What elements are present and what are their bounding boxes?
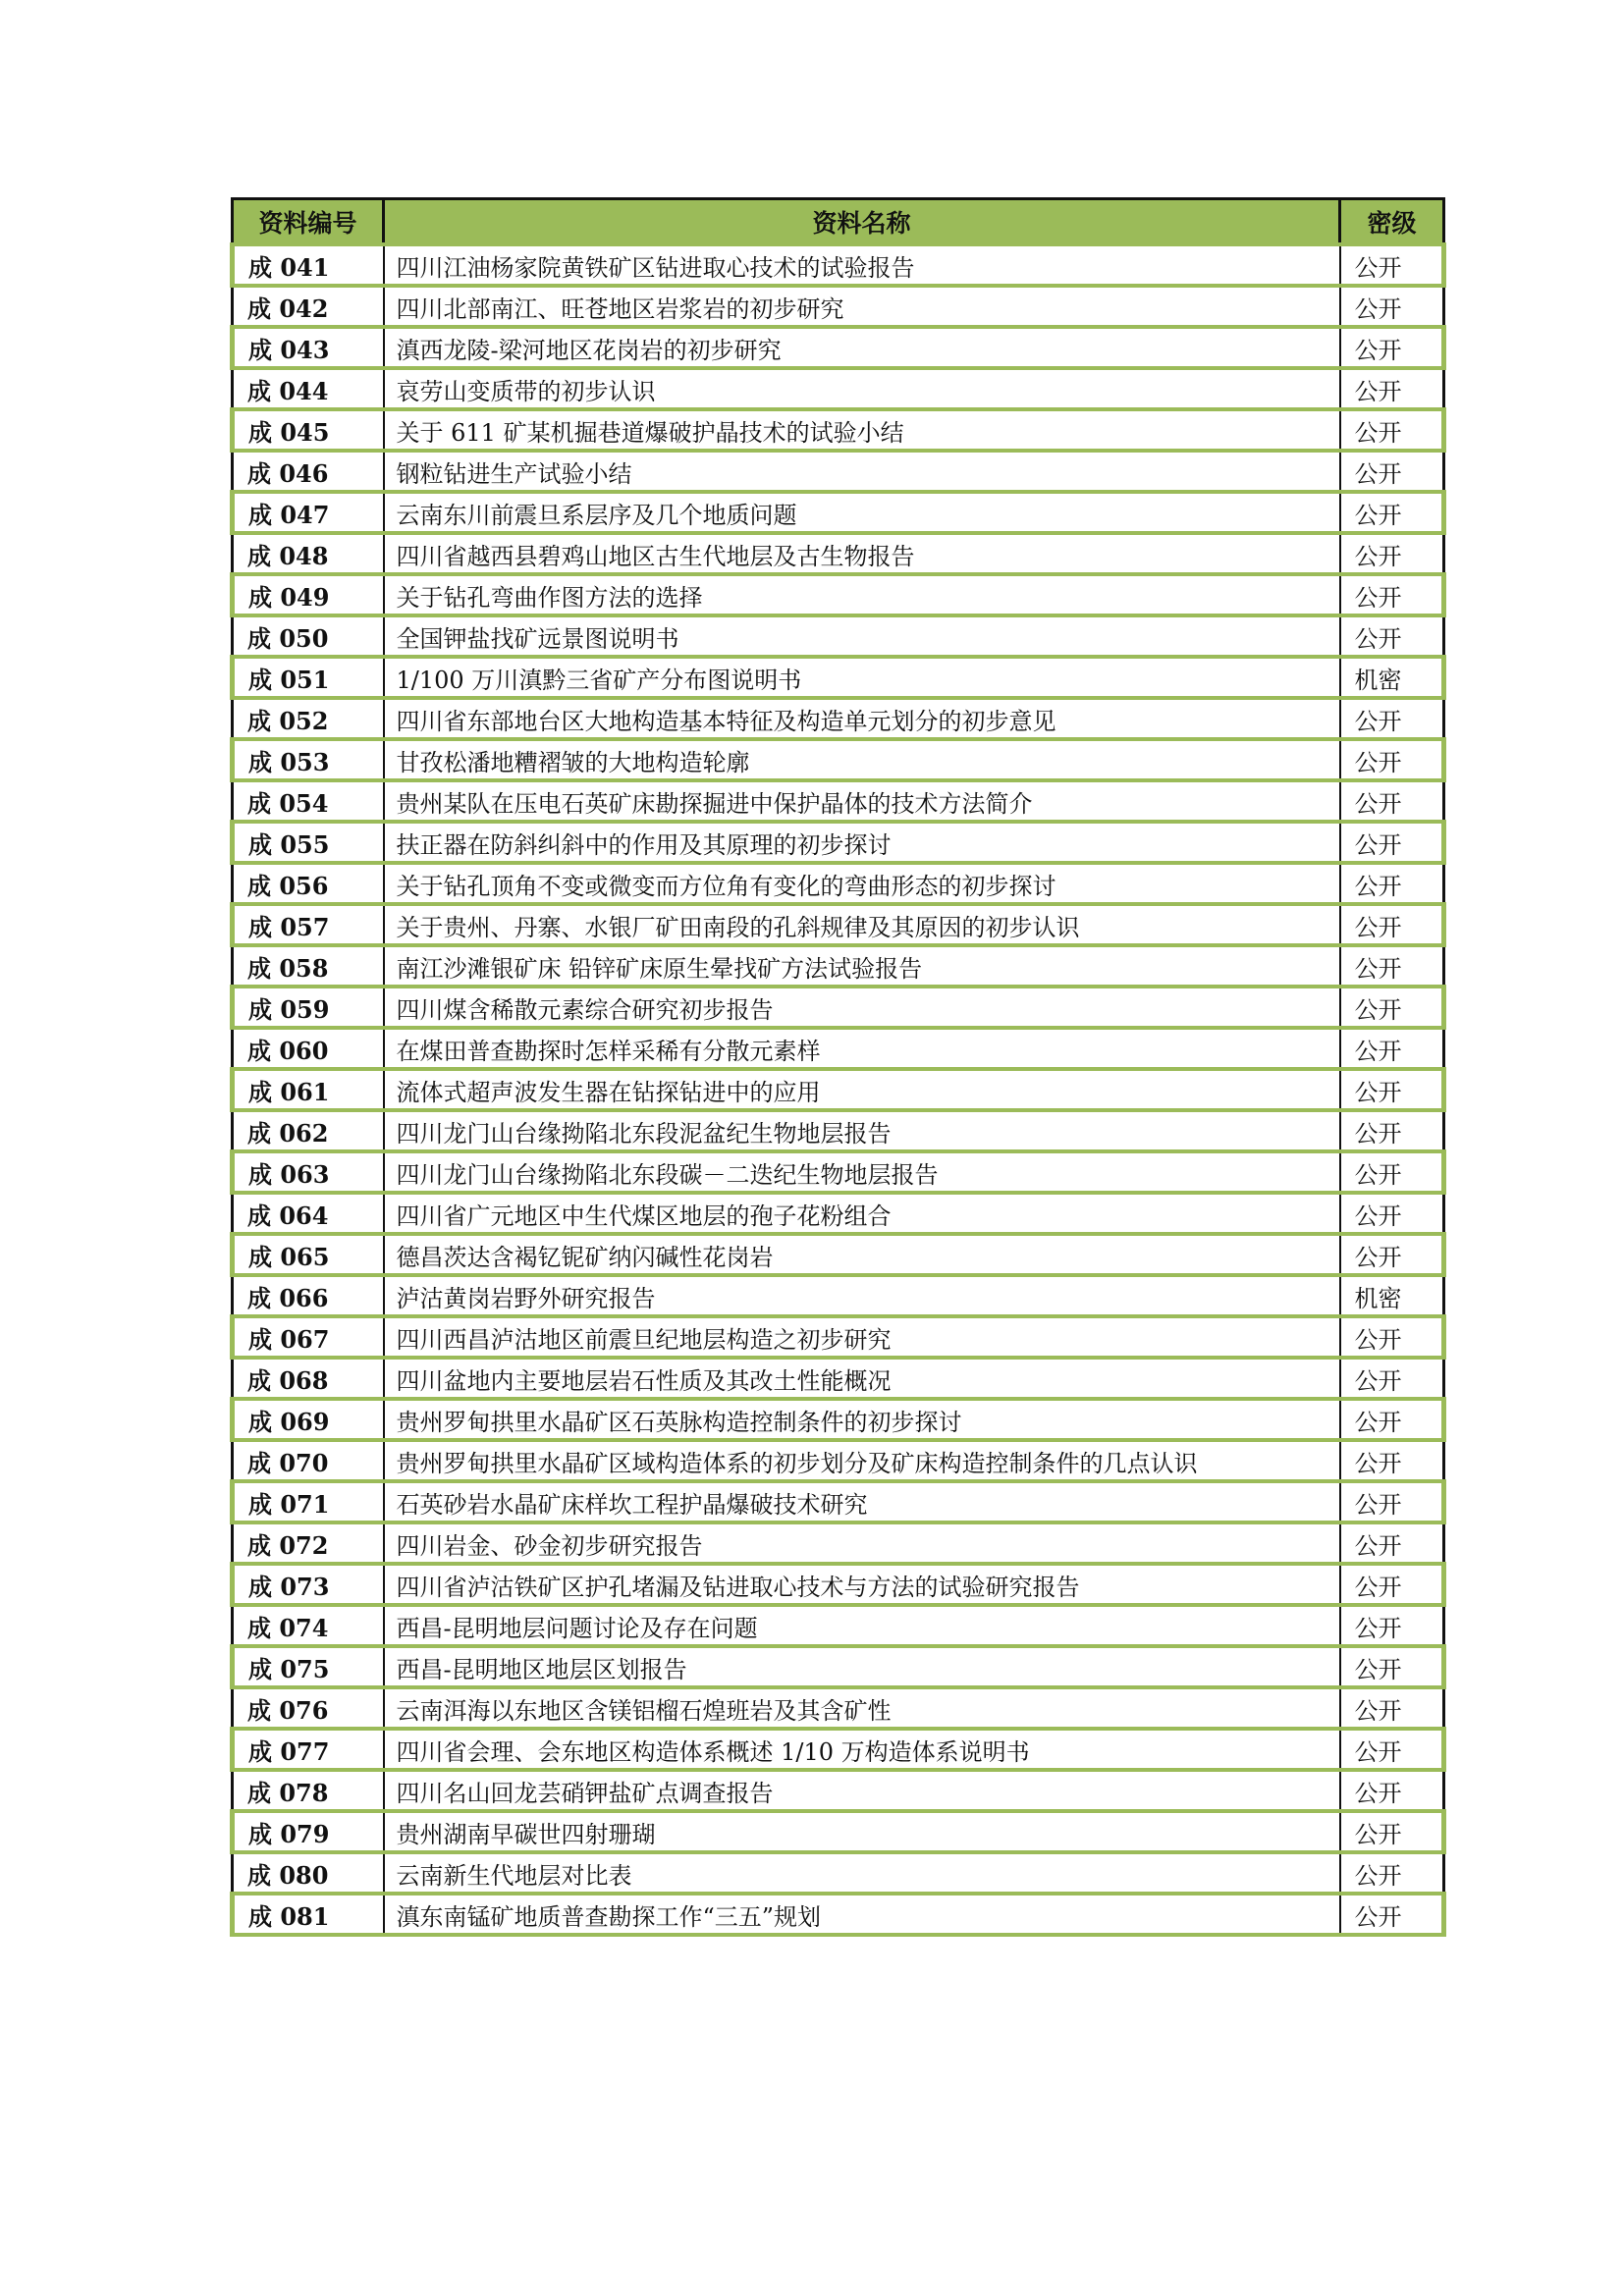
cell-name: 贵州罗甸拱里水晶矿区域构造体系的初步划分及矿床构造控制条件的几点认识 xyxy=(384,1440,1340,1481)
cell-name: 四川岩金、砂金初步研究报告 xyxy=(384,1522,1340,1564)
table-row xyxy=(233,1811,1444,1852)
cell-name: 全国钾盐找矿远景图说明书 xyxy=(384,615,1340,657)
cell-code: 成 042 xyxy=(233,286,384,327)
table-row xyxy=(233,945,1444,987)
header-level: 密级 xyxy=(1340,199,1444,245)
cell-code: 成 074 xyxy=(233,1605,384,1646)
cell-code: 成 070 xyxy=(233,1440,384,1481)
cell-code: 成 077 xyxy=(233,1729,384,1770)
cell-name: 四川名山回龙芸硝钾盐矿点调查报告 xyxy=(384,1770,1340,1811)
cell-name: 在煤田普查勘探时怎样采稀有分散元素样 xyxy=(384,1028,1340,1069)
cell-level: 公开 xyxy=(1340,822,1444,863)
cell-level: 公开 xyxy=(1340,1028,1444,1069)
table-row xyxy=(233,780,1444,822)
cell-level: 公开 xyxy=(1340,739,1444,780)
cell-level: 公开 xyxy=(1340,1069,1444,1110)
cell-code: 成 078 xyxy=(233,1770,384,1811)
cell-level: 公开 xyxy=(1340,1358,1444,1399)
cell-code: 成 043 xyxy=(233,327,384,368)
table-row xyxy=(233,1646,1444,1687)
cell-code: 成 047 xyxy=(233,492,384,533)
cell-name: 1/100 万川滇黔三省矿产分布图说明书 xyxy=(384,657,1340,698)
cell-code: 成 073 xyxy=(233,1564,384,1605)
cell-level: 公开 xyxy=(1340,1151,1444,1193)
cell-level: 公开 xyxy=(1340,698,1444,739)
cell-name: 四川省会理、会东地区构造体系概述 1/10 万构造体系说明书 xyxy=(384,1729,1340,1770)
table-row xyxy=(233,533,1444,574)
table-row xyxy=(233,1564,1444,1605)
cell-code: 成 056 xyxy=(233,863,384,904)
cell-code: 成 062 xyxy=(233,1110,384,1151)
cell-code: 成 049 xyxy=(233,574,384,615)
cell-level: 公开 xyxy=(1340,1811,1444,1852)
table-row xyxy=(233,1729,1444,1770)
table-row xyxy=(233,1193,1444,1234)
cell-name: 四川龙门山台缘拗陷北东段泥盆纪生物地层报告 xyxy=(384,1110,1340,1151)
cell-level: 公开 xyxy=(1340,1110,1444,1151)
cell-level: 公开 xyxy=(1340,987,1444,1028)
table-row xyxy=(233,1605,1444,1646)
cell-code: 成 072 xyxy=(233,1522,384,1564)
cell-level: 公开 xyxy=(1340,533,1444,574)
table-row xyxy=(233,1028,1444,1069)
cell-level: 公开 xyxy=(1340,1646,1444,1687)
cell-level: 公开 xyxy=(1340,780,1444,822)
table-row xyxy=(233,1440,1444,1481)
cell-level: 公开 xyxy=(1340,286,1444,327)
cell-name: 四川省广元地区中生代煤区地层的孢子花粉组合 xyxy=(384,1193,1340,1234)
cell-code: 成 048 xyxy=(233,533,384,574)
cell-name: 关于钻孔顶角不变或微变而方位角有变化的弯曲形态的初步探讨 xyxy=(384,863,1340,904)
table-row xyxy=(233,244,1444,286)
cell-code: 成 066 xyxy=(233,1275,384,1316)
table-row xyxy=(233,1110,1444,1151)
cell-code: 成 080 xyxy=(233,1852,384,1894)
table-row xyxy=(233,698,1444,739)
cell-level: 机密 xyxy=(1340,657,1444,698)
table-row xyxy=(233,409,1444,451)
cell-level: 公开 xyxy=(1340,409,1444,451)
cell-code: 成 067 xyxy=(233,1316,384,1358)
cell-code: 成 060 xyxy=(233,1028,384,1069)
catalog-table xyxy=(230,197,1446,1937)
cell-code: 成 046 xyxy=(233,451,384,492)
table-row xyxy=(233,1069,1444,1110)
table-row xyxy=(233,822,1444,863)
table-row xyxy=(233,1151,1444,1193)
table-row xyxy=(233,368,1444,409)
cell-code: 成 063 xyxy=(233,1151,384,1193)
table-row xyxy=(233,1234,1444,1275)
cell-code: 成 054 xyxy=(233,780,384,822)
cell-code: 成 044 xyxy=(233,368,384,409)
cell-name: 钢粒钻进生产试验小结 xyxy=(384,451,1340,492)
cell-level: 公开 xyxy=(1340,1605,1444,1646)
cell-name: 云南洱海以东地区含镁铝榴石煌班岩及其含矿性 xyxy=(384,1687,1340,1729)
cell-level: 公开 xyxy=(1340,1852,1444,1894)
table-row xyxy=(233,615,1444,657)
cell-code: 成 081 xyxy=(233,1894,384,1935)
cell-level: 公开 xyxy=(1340,615,1444,657)
table-row xyxy=(233,1481,1444,1522)
cell-code: 成 051 xyxy=(233,657,384,698)
cell-level: 公开 xyxy=(1340,1399,1444,1440)
cell-level: 公开 xyxy=(1340,451,1444,492)
cell-name: 关于钻孔弯曲作图方法的选择 xyxy=(384,574,1340,615)
cell-name: 四川北部南江、旺苍地区岩浆岩的初步研究 xyxy=(384,286,1340,327)
cell-name: 关于贵州、丹寨、水银厂矿田南段的孔斜规律及其原因的初步认识 xyxy=(384,904,1340,945)
table-row xyxy=(233,1770,1444,1811)
cell-name: 关于 611 矿某机掘巷道爆破护晶技术的试验小结 xyxy=(384,409,1340,451)
table-row xyxy=(233,1687,1444,1729)
table-row xyxy=(233,1316,1444,1358)
cell-name: 哀劳山变质带的初步认识 xyxy=(384,368,1340,409)
cell-name: 云南东川前震旦系层序及几个地质问题 xyxy=(384,492,1340,533)
cell-name: 南江沙滩银矿床 铅锌矿床原生晕找矿方法试验报告 xyxy=(384,945,1340,987)
table-row xyxy=(233,1522,1444,1564)
cell-level: 公开 xyxy=(1340,327,1444,368)
cell-code: 成 045 xyxy=(233,409,384,451)
cell-name: 四川龙门山台缘拗陷北东段碳－二迭纪生物地层报告 xyxy=(384,1151,1340,1193)
cell-code: 成 068 xyxy=(233,1358,384,1399)
cell-code: 成 075 xyxy=(233,1646,384,1687)
cell-level: 公开 xyxy=(1340,1729,1444,1770)
table-row xyxy=(233,739,1444,780)
cell-name: 滇西龙陵-梁河地区花岗岩的初步研究 xyxy=(384,327,1340,368)
table-header xyxy=(233,199,1444,245)
cell-code: 成 071 xyxy=(233,1481,384,1522)
cell-name: 泸沽黄岗岩野外研究报告 xyxy=(384,1275,1340,1316)
cell-name: 四川省泸沽铁矿区护孔堵漏及钻进取心技术与方法的试验研究报告 xyxy=(384,1564,1340,1605)
cell-code: 成 059 xyxy=(233,987,384,1028)
table-row xyxy=(233,574,1444,615)
cell-code: 成 058 xyxy=(233,945,384,987)
cell-name: 四川省东部地台区大地构造基本特征及构造单元划分的初步意见 xyxy=(384,698,1340,739)
table-row xyxy=(233,904,1444,945)
cell-name: 滇东南锰矿地质普查勘探工作“三五”规划 xyxy=(384,1894,1340,1935)
cell-code: 成 065 xyxy=(233,1234,384,1275)
cell-name: 流体式超声波发生器在钻探钻进中的应用 xyxy=(384,1069,1340,1110)
cell-name: 西昌-昆明地区地层区划报告 xyxy=(384,1646,1340,1687)
cell-level: 公开 xyxy=(1340,1481,1444,1522)
cell-code: 成 061 xyxy=(233,1069,384,1110)
cell-level: 公开 xyxy=(1340,492,1444,533)
table-row xyxy=(233,1894,1444,1935)
table-row xyxy=(233,987,1444,1028)
cell-level: 公开 xyxy=(1340,1564,1444,1605)
cell-level: 公开 xyxy=(1340,1234,1444,1275)
cell-level: 公开 xyxy=(1340,1522,1444,1564)
table-row xyxy=(233,1358,1444,1399)
cell-name: 贵州罗甸拱里水晶矿区石英脉构造控制条件的初步探讨 xyxy=(384,1399,1340,1440)
header-name: 资料名称 xyxy=(384,199,1340,245)
cell-name: 西昌-昆明地层问题讨论及存在问题 xyxy=(384,1605,1340,1646)
cell-code: 成 079 xyxy=(233,1811,384,1852)
table-body xyxy=(233,244,1444,1935)
cell-name: 贵州湖南早碳世四射珊瑚 xyxy=(384,1811,1340,1852)
table-row xyxy=(233,286,1444,327)
cell-level: 机密 xyxy=(1340,1275,1444,1316)
table-row xyxy=(233,451,1444,492)
table-row xyxy=(233,863,1444,904)
cell-level: 公开 xyxy=(1340,1770,1444,1811)
table-row xyxy=(233,492,1444,533)
cell-level: 公开 xyxy=(1340,244,1444,286)
cell-level: 公开 xyxy=(1340,368,1444,409)
cell-name: 石英砂岩水晶矿床样坎工程护晶爆破技术研究 xyxy=(384,1481,1340,1522)
table-row xyxy=(233,1275,1444,1316)
cell-code: 成 055 xyxy=(233,822,384,863)
table-row xyxy=(233,327,1444,368)
table-row xyxy=(233,1852,1444,1894)
table-row xyxy=(233,657,1444,698)
cell-code: 成 041 xyxy=(233,244,384,286)
cell-code: 成 076 xyxy=(233,1687,384,1729)
cell-level: 公开 xyxy=(1340,863,1444,904)
cell-level: 公开 xyxy=(1340,1316,1444,1358)
cell-name: 云南新生代地层对比表 xyxy=(384,1852,1340,1894)
cell-name: 扶正器在防斜纠斜中的作用及其原理的初步探讨 xyxy=(384,822,1340,863)
cell-level: 公开 xyxy=(1340,1894,1444,1935)
table-row xyxy=(233,1399,1444,1440)
cell-code: 成 053 xyxy=(233,739,384,780)
cell-name: 四川省越西县碧鸡山地区古生代地层及古生物报告 xyxy=(384,533,1340,574)
cell-code: 成 064 xyxy=(233,1193,384,1234)
cell-level: 公开 xyxy=(1340,574,1444,615)
cell-code: 成 052 xyxy=(233,698,384,739)
cell-level: 公开 xyxy=(1340,904,1444,945)
cell-name: 德昌茨达含褐钇铌矿纳闪碱性花岗岩 xyxy=(384,1234,1340,1275)
cell-level: 公开 xyxy=(1340,1193,1444,1234)
cell-level: 公开 xyxy=(1340,945,1444,987)
cell-code: 成 069 xyxy=(233,1399,384,1440)
cell-code: 成 050 xyxy=(233,615,384,657)
cell-name: 贵州某队在压电石英矿床勘探掘进中保护晶体的技术方法简介 xyxy=(384,780,1340,822)
cell-name: 四川盆地内主要地层岩石性质及其改土性能概况 xyxy=(384,1358,1340,1399)
cell-name: 四川江油杨家院黄铁矿区钻进取心技术的试验报告 xyxy=(384,244,1340,286)
cell-name: 四川西昌泸沽地区前震旦纪地层构造之初步研究 xyxy=(384,1316,1340,1358)
cell-code: 成 057 xyxy=(233,904,384,945)
cell-level: 公开 xyxy=(1340,1687,1444,1729)
cell-name: 甘孜松潘地糟褶皱的大地构造轮廓 xyxy=(384,739,1340,780)
header-code: 资料编号 xyxy=(233,199,384,245)
cell-level: 公开 xyxy=(1340,1440,1444,1481)
cell-name: 四川煤含稀散元素综合研究初步报告 xyxy=(384,987,1340,1028)
